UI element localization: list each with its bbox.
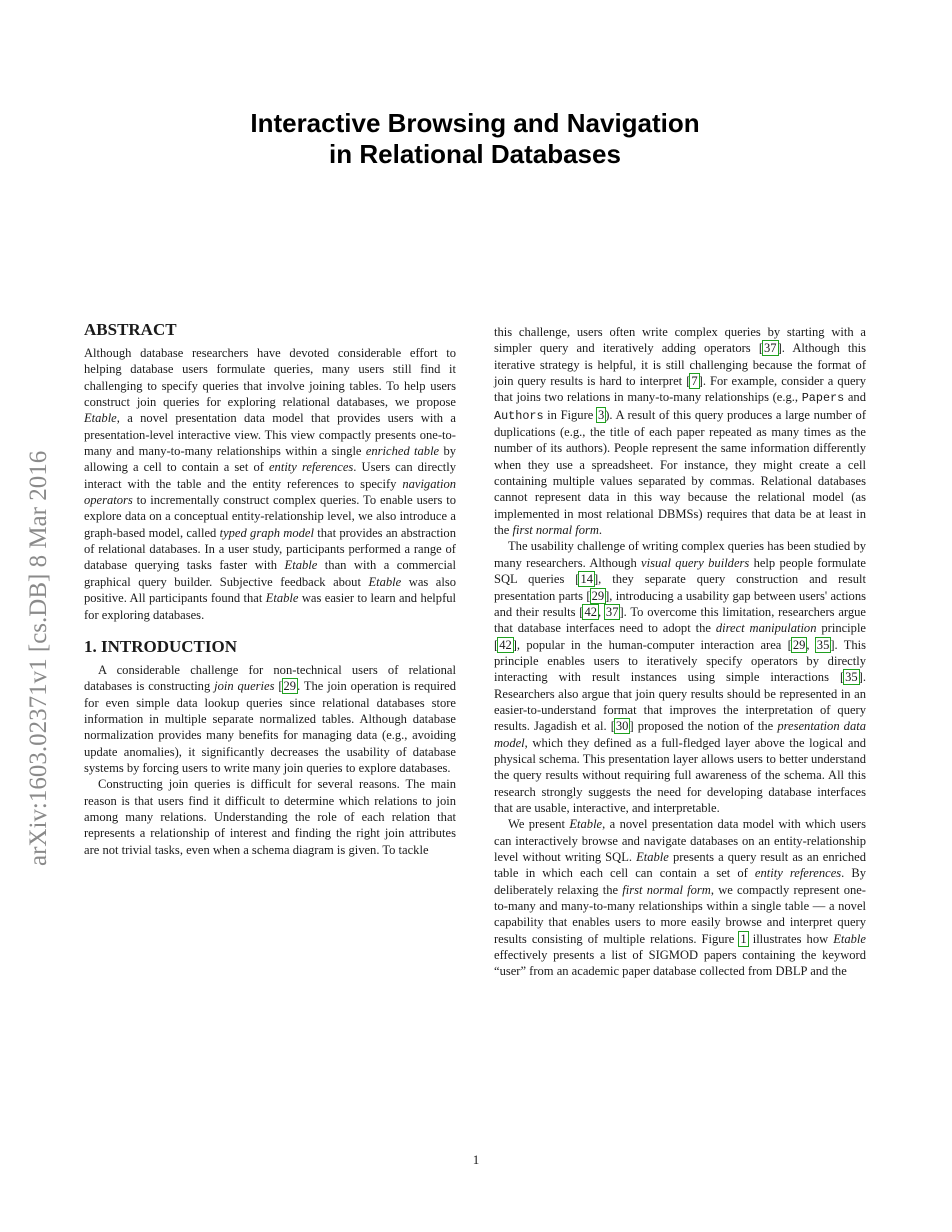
citation-link[interactable]: 37 bbox=[605, 604, 619, 619]
right-paragraph-3: We present Etable, a novel presentation data model with which users can interactively browse and navigate databases on an entity-relationship level without writing SQL. Etable presents a query result as an enriched table in which each cell can contain a set of entity references. By deliberately relaxing the first normal form, we compactly represent one-to-many and many-to-many relationships within a single table — a novel capability that enables users to more easily browse and interpret query results consisting of multiple relations. Figure 1 illustrates how Etable effectively presents a list of SIGMOD papers containing the keyword “user” from an academic paper database collected from DBLP and the bbox=[494, 817, 867, 979]
arxiv-identifier[interactable]: arXiv:1603.02371v1 [cs.DB] 8 Mar 2016 bbox=[25, 450, 52, 866]
citation-link[interactable]: 7 bbox=[691, 374, 698, 389]
left-column bbox=[84, 320, 456, 858]
figure-link[interactable]: 1 bbox=[740, 931, 747, 946]
abstract-heading: ABSTRACT bbox=[84, 320, 177, 339]
figure-link[interactable]: 3 bbox=[597, 407, 605, 422]
page-number: 1 bbox=[472, 1152, 480, 1167]
abstract-text: Although database researchers have devoted considerable effort to helping database users formulate queries, many users still find it challenging to specify queries that involve joining tables. To help users construct join queries for exploring relational databases, we propose Etable, a novel presentation data model that provides users with a presentation-level interactive view. This view compactly presents one-to-many and many-to-many relationships within a single enriched table by allowing a cell to contain a set of entity references. Users can directly interact with the table and the entity references to specify navigation operators to incrementally construct complex queries. To enable users to explore data on a conceptual entity-relationship level, we also introduce a graph-based model, called typed graph model that provides an abstraction of relational databases. In a user study, participants performed a range of database querying tasks faster with Etable than with a commercial graphical query builder. Subjective feedback about Etable was also positive. All participants found that Etable was easier to learn and helpful for exploring databases. bbox=[84, 346, 457, 622]
citation-link[interactable]: 35 bbox=[845, 670, 858, 685]
citation-link[interactable]: 29 bbox=[283, 679, 297, 694]
right-paragraph-1: this challenge, users often write complex queries by starting with a simpler query and iteratively adding operators [37]. Although this iterative strategy is helpful, it is still challenging because the format of join query results is hard to interpret [7]. For example, consider a query that joins two relations in many-to-many relationships (e.g., Papers and Authors in Figure 3). A result of this query produces a large number of duplications (e.g., the title of each paper repeated as many times as the number of its authors). People represent the same information differently when they use a spreadsheet. For instance, they might create a cell containing multiple values separated by commas. Relational databases cannot represent data in this way because the relational model (as implemented in most relational DBMSs) requires that data be at least in the first normal form. bbox=[494, 325, 866, 538]
introduction-heading: 1. INTRODUCTION bbox=[84, 636, 238, 656]
citation-link[interactable]: 37 bbox=[764, 341, 777, 356]
citation-link[interactable]: 42 bbox=[499, 637, 512, 652]
title-line-2: in Relational Databases bbox=[329, 139, 621, 169]
citation-link[interactable]: 14 bbox=[580, 572, 593, 587]
intro-paragraph-1: A considerable challenge for non-technical users of relational databases is constructing join queries [29. The join operation is required for even simple data lookup queries since relational databases store information in multiple separate normalized tables. Although database normalization provides many benefits for managing data (e.g., avoiding update anomalies), it significantly decreases the usability of database systems by forcing users to write many join queries to explore databases. bbox=[84, 662, 456, 775]
citation-link[interactable]: 29 bbox=[591, 588, 605, 603]
citation-link[interactable]: 29 bbox=[792, 637, 806, 652]
right-paragraph-2: The usability challenge of writing complex queries has been studied by many researchers. Although visual query builders help people formulate SQL queries [14], they separate query construction and result presentation parts [29], introducing a usability gap between users' actions and their results [42, 37]. To overcome this limitation, researchers argue that database interfaces need to adopt the direct manipulation principle [42], popular in the human-computer interaction area [29, 35]. This principle enables users to iteratively specify operators by directly interacting with result instances using simple interactions [35]. Researchers also argue that join query results should be represented in an easier-to-understand format that improves the interpretation of query results. Jagadish et al. [30] proposed the notion of the presentation data model, which they defined as a full-fledged layer above the logical and physical schema. This presentation layer allows users to better understand the query results without requiring full awareness of the schema. All this research strongly suggests the need for developing database interfaces that are usable, interactive, and interpretable. bbox=[494, 539, 867, 815]
citation-link[interactable]: 35 bbox=[816, 637, 830, 652]
paper-title bbox=[150, 108, 800, 170]
title-line-1: Interactive Browsing and Navigation bbox=[250, 108, 700, 138]
citation-link[interactable]: 30 bbox=[615, 719, 629, 734]
intro-paragraph-2: Constructing join queries is difficult for several reasons. The main reason is that users find it difficult to determine which relations to join among many relations. Understanding the role of each relation that represents a relationship of interest and finding the right join attributes are not trivial tasks, even when a schema diagram is given. To tackle bbox=[84, 777, 456, 857]
right-column bbox=[494, 324, 866, 980]
citation-link[interactable]: 42 bbox=[584, 604, 597, 619]
